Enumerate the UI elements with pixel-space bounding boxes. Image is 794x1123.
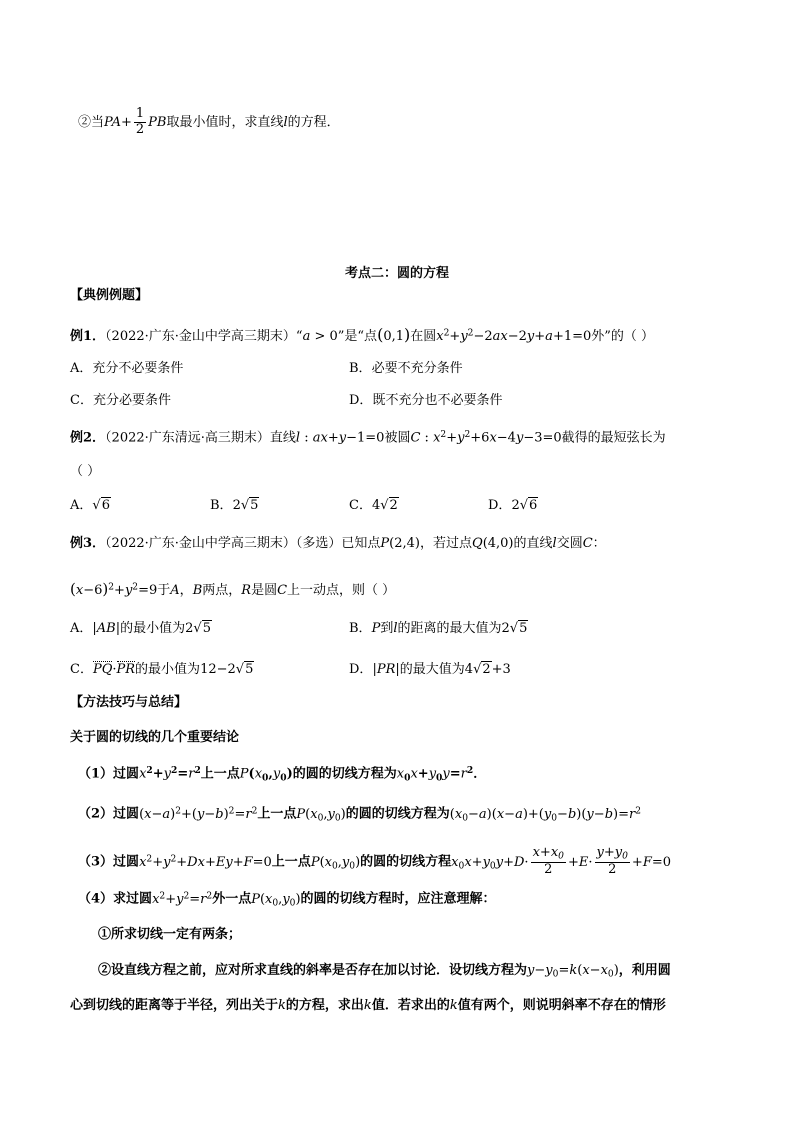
- example-1-option-a[interactable]: A．充分不必要条件: [70, 361, 184, 376]
- conclusion-4-point-2: ②设直线方程之前，应对所求直线的斜率是否存在加以讨论．设切线方程为$y-y_0=k(x-x_0)$，利用圆: [98, 963, 671, 980]
- method-title: 关于圆的切线的几个重要结论: [70, 730, 240, 745]
- example-2-stem: 例2．（2022·广东清远·高三期末）直线l : ax+y−1=0被圆C : $x^2+y^2+6x-4y-3=0$截得的最短弦长为: [70, 430, 666, 446]
- conclusion-4: （4）求过圆$x^2+y^2=r^2$外一点$P(x_0,y_0)$的圆的切线方程时，应注意理解：: [78, 891, 496, 909]
- method-header: 【方法技巧与总结】: [70, 695, 188, 710]
- conclusion-1: （1）过圆$x^2+y^2=r^2$上一点$P(x_0,y_0)$的圆的切线方程为$x_0x+y_0y=r^2$．: [78, 765, 487, 784]
- typical-examples-header: 【典例例题】: [70, 288, 149, 303]
- example-1-option-c[interactable]: C．充分必要条件: [70, 393, 171, 408]
- conclusion-2: （2）过圆$(x-a)^2+(y-b)^2=r^2$上一点$P(x_0,y_0)$的圆的切线方程为$(x_0-a)(x-a)+(y_0-b)(y-b)=r^2$: [78, 806, 641, 824]
- example-2-option-c[interactable]: C．4√2: [349, 498, 398, 513]
- example-3-stem-line1: 例3．（2022·广东·金山中学高三期末）（多选）已知点P(2,4)，若过点Q(4,0)的直线l交圆C：: [70, 536, 606, 551]
- prev-question: ②当PA+ $\frac{1}{2}$ PB取最小值时，求直线l的方程．: [78, 106, 340, 137]
- conclusion-4-point-2-cont: 心到切线的距离等于半径，列出关于k的方程，求出k值．若求出的k值有两个，则说明斜率不存在的情形: [70, 998, 666, 1013]
- example-2-paren: （ ）: [70, 464, 101, 479]
- example-2-option-b[interactable]: B．2√5: [210, 498, 259, 513]
- example-2-option-d[interactable]: D．2√6: [488, 498, 538, 513]
- example-3-option-a[interactable]: A．|AB|的最小值为2√5: [70, 621, 211, 636]
- example-2-option-a[interactable]: A．√6: [70, 498, 110, 513]
- example-3-option-b[interactable]: B．P到l的距离的最大值为2√5: [349, 621, 528, 636]
- example-1-option-b[interactable]: B．必要不充分条件: [349, 361, 463, 376]
- math-expr: PA+ $\frac{1}{2}$ PB: [104, 106, 167, 137]
- conclusion-4-point-1: ①所求切线一定有两条；: [98, 927, 242, 942]
- example-3-option-c[interactable]: C．PQ·PR的最小值为12−2√5: [70, 662, 254, 677]
- conclusion-3: （3）过圆$x^2+y^2+Dx+Ey+F=0$上一点$P(x_0,y_0)$的圆的切线方程$x_0x+y_0y+D\cdot$ $\frac{x+x_0}{2}$ +E· $\frac{y+y_0}{2}$ +F=0: [78, 845, 672, 878]
- example-1-stem: 例1．（2022·广东·金山中学高三期末）“a > 0”是“点(0,1)在圆$x^2+y^2-2ax-2y+a+1=0$外”的（ ）: [70, 325, 655, 344]
- section-title: 考点二：圆的方程: [344, 266, 449, 281]
- example-3-stem-line2: $(x-6)^2+y^2=9$于A，B两点，R是圆C上一动点，则（ ）: [70, 580, 396, 598]
- example-3-option-d[interactable]: D．|PR|的最大值为4√2+3: [349, 662, 511, 677]
- example-1-option-d[interactable]: D．既不充分也不必要条件: [349, 393, 503, 408]
